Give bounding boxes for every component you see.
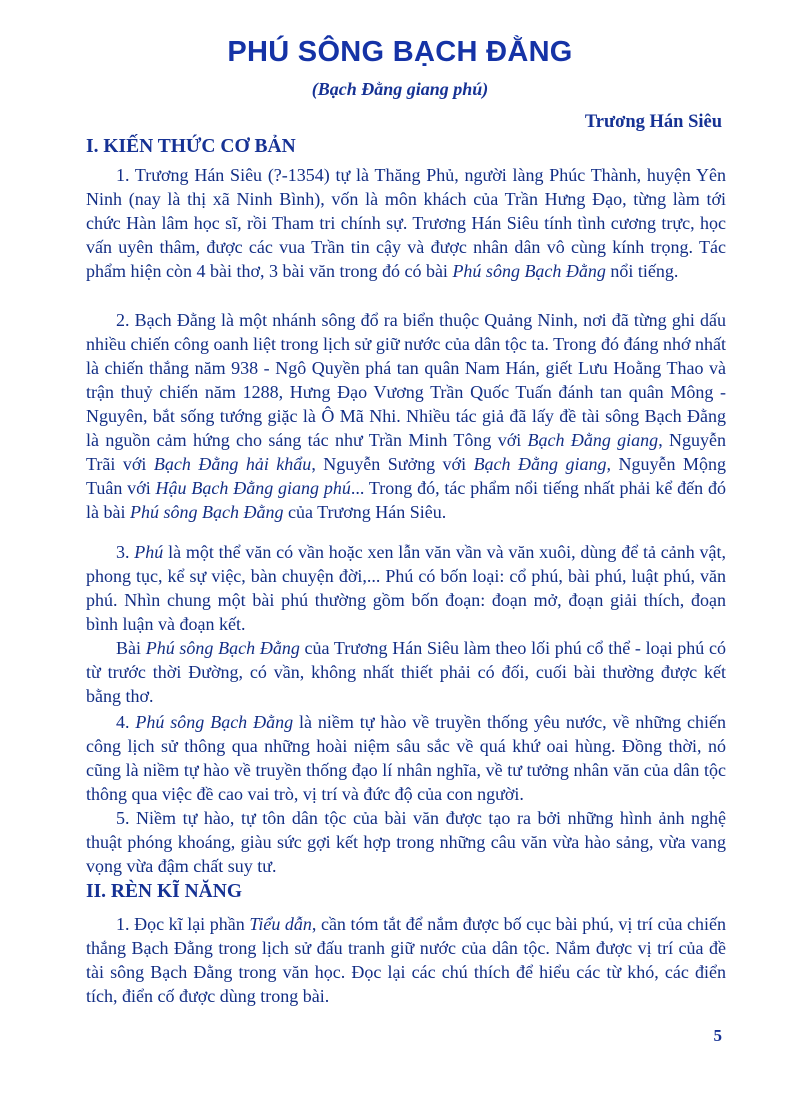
text-run: ... Trong đó, tác phẩm nổi tiếng nhất phải kể đến đó là bài <box>86 478 727 522</box>
paragraph-author-bio <box>86 163 726 283</box>
page-title: PHÚ SÔNG BẠCH ĐẰNG <box>227 36 573 68</box>
work-title: Phú sông Bạch Đằng <box>145 638 300 658</box>
section-ref: Tiểu dẫn <box>249 914 312 934</box>
page-subtitle: (Bạch Đằng giang phú) <box>311 79 489 99</box>
text-run: của Trương Hán Siêu làm theo lối phú cổ thể - loại phú có từ trước thời Đường, có vần, không nhất thiết phải có đối, cuối bài thường được kết bằng thơ. <box>86 638 727 706</box>
work-title: Bạch Đằng giang <box>527 430 659 450</box>
text-run: là niềm tự hào về truyền thống yêu nước, về những chiến công lịch sử thông qua những hoài niệm sâu sắc về quá khứ oai hùng. Đồng thời, nó cũng là niềm tự hào về truyền thống đạo lí nhân nghĩa, về tư tưởng nhân văn của dân tộc thông qua việc đề cao vai trò, vị trí và đức độ của con người. <box>86 712 727 804</box>
text-run: 2. Bạch Đằng là một nhánh sông đổ ra biển thuộc Quảng Ninh, nơi đã từng ghi dấu nhiều chiến công oanh liệt trong lịch sử giữ nước của dân tộc ta. Trong đó đáng nhớ nhất là chiến thắng năm 938 - Ngô Quyền phá tan quân Nam Hán, giết Lưu Hoằng Thao và trận thuỷ chiến năm 1288, Hưng Đạo Vương Trần Quốc Tuấn đánh tan quân Mông - Nguyên, bắt sống tướng giặc là Ô Mã Nhi. Nhiều tác giả đã lấy đề tài sông Bạch Đằng là nguồn cảm hứng cho sáng tác như Trần Minh Tông với <box>86 310 726 450</box>
text-run: Bài <box>116 638 146 658</box>
text-run: 3. <box>116 542 135 562</box>
text-run: 4. <box>116 712 136 732</box>
page-number: 5 <box>713 1026 722 1045</box>
text-run: là một thể văn có vần hoặc xen lẫn văn vần và văn xuôi, dùng để tả cảnh vật, phong tục, kể sự việc, bàn chuyện đời,... Phú có bốn loại: cổ phú, bài phú, luật phú, văn phú. Nhìn chung một bài phú thường gồm bốn đoạn: đoạn mở, đoạn giải thích, đoạn bình luận và đoạn kết. <box>86 542 726 634</box>
paragraph-phu-genre <box>86 540 726 636</box>
paragraph-theme <box>86 710 726 806</box>
section-heading-skills: II. RÈN KĨ NĂNG <box>86 881 243 902</box>
text-run: của Trương Hán Siêu. <box>283 502 447 522</box>
work-title: Bạch Đằng giang, <box>473 454 612 474</box>
paragraph-reading-task <box>86 912 726 1008</box>
genre-term: Phú <box>134 542 164 562</box>
section-heading-basic-knowledge: I. KIẾN THỨC CƠ BẢN <box>86 136 296 157</box>
paragraph-phu-form <box>86 636 726 708</box>
text-run: , cần tóm tắt để nắm được bố cục bài phú, vị trí của chiến thắng Bạch Đằng trong lịch sử đấu tranh giữ nước của dân tộc. Nắm được vị trí của đề tài sông Bạch Đằng trong văn học. Đọc lại các chú thích để hiểu các từ khó, các điển tích, điển cố được dùng trong bài. <box>86 914 726 1006</box>
work-title: Phú sông Bạch Đằng <box>129 502 284 522</box>
paragraph-art-value: 5. Niềm tự hào, tự tôn dân tộc của bài văn được tạo ra bởi những hình ảnh nghệ thuật phóng khoáng, giàu sức gợi kết hợp trong những câu văn vừa hào sảng, vừa vang vọng vừa đậm chất suy tư. <box>86 808 726 876</box>
text-run: 1. Trương Hán Siêu (?-1354) tự là Thăng Phủ, người làng Phúc Thành, huyện Yên Ninh (nay là thị xã Ninh Bình), vốn là môn khách của Trần Hưng Đạo, từng làm tới chức Hàn lâm học sĩ, rồi Tham tri chính sự. Trương Hán Siêu tính tình cương trực, học vấn uyên thâm, được các vua Trần tin cậy và được nhân dân vô cùng kính trọng. Tác phẩm hiện còn 4 bài thơ, 3 bài văn trong đó có bài <box>86 165 726 281</box>
text-run: , Nguyễn Trãi với <box>86 430 726 474</box>
paragraph-bach-dang-river <box>86 308 726 524</box>
text-run: 1. Đọc kĩ lại phần <box>116 914 250 934</box>
work-title: Bạch Đằng hải khẩu <box>153 454 312 474</box>
text-run: , Nguyễn Sưởng với <box>311 454 474 474</box>
text-run: Nguyễn Mộng Tuân với <box>86 454 727 498</box>
work-title: Phú sông Bạch Đằng <box>135 712 294 732</box>
work-title: Phú sông Bạch Đằng <box>452 261 606 281</box>
work-title: Hậu Bạch Đằng giang phú <box>155 478 351 498</box>
text-run: nổi tiếng. <box>605 261 679 281</box>
author-name: Trương Hán Siêu <box>584 112 722 132</box>
